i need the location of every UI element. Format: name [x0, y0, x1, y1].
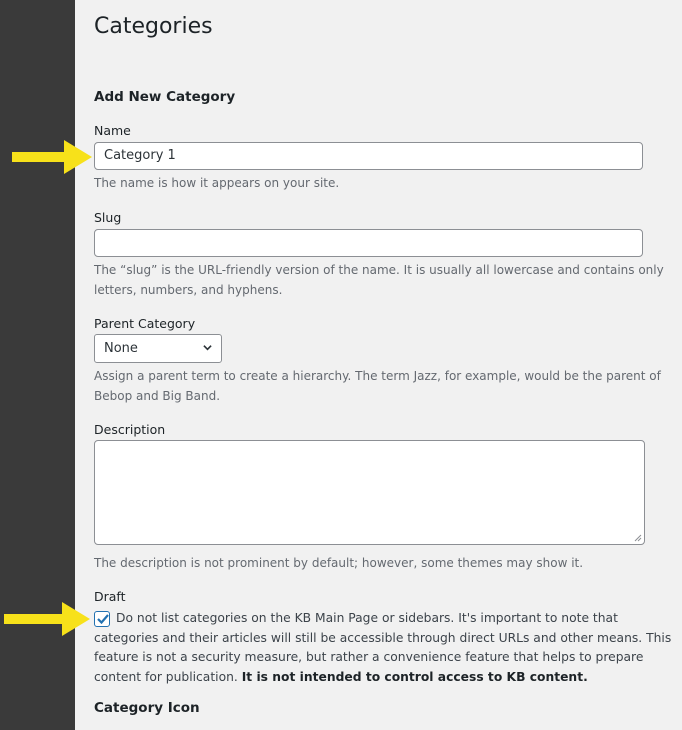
draft-warning: It is not intended to control access to KB content.: [241, 669, 588, 684]
parent-category-value: None: [104, 341, 138, 356]
description-textarea[interactable]: [94, 440, 645, 545]
category-icon-heading: Category Icon: [94, 700, 200, 716]
name-input[interactable]: Category 1: [94, 142, 643, 170]
resize-grip-icon[interactable]: [634, 534, 642, 542]
parent-category-label: Parent Category: [94, 316, 196, 331]
slug-help: The “slug” is the URL-friendly version of the name. It is usually all lowercase and contains only letters, numbers, and hyphens.: [94, 263, 664, 297]
name-label: Name: [94, 123, 131, 138]
page-title: Categories: [94, 14, 213, 39]
name-help: The name is how it appears on your site.: [94, 176, 340, 190]
slug-input[interactable]: [94, 229, 643, 257]
parent-category-help: Assign a parent term to create a hierarchy. The term Jazz, for example, would be the parent of Bebop and Big Band.: [94, 369, 661, 403]
arrow-right-icon: [12, 138, 96, 176]
chevron-down-icon: [203, 343, 212, 352]
draft-text: Do not list categories on the KB Main Page or sidebars. It's important to note that categories and their articles will still be accessible through direct URLs and other means. This feature is not a security measure, but rather a convenience feature that helps to prepare content for publication.: [94, 611, 672, 684]
draft-label: Draft: [94, 589, 126, 604]
slug-label: Slug: [94, 210, 122, 225]
draft-description: [94, 609, 678, 687]
description-label: Description: [94, 422, 166, 437]
arrow-right-icon: [4, 600, 94, 638]
parent-category-select[interactable]: [94, 334, 222, 363]
add-new-category-heading: Add New Category: [94, 89, 236, 105]
description-help: The description is not prominent by default; however, some themes may show it.: [94, 556, 584, 570]
